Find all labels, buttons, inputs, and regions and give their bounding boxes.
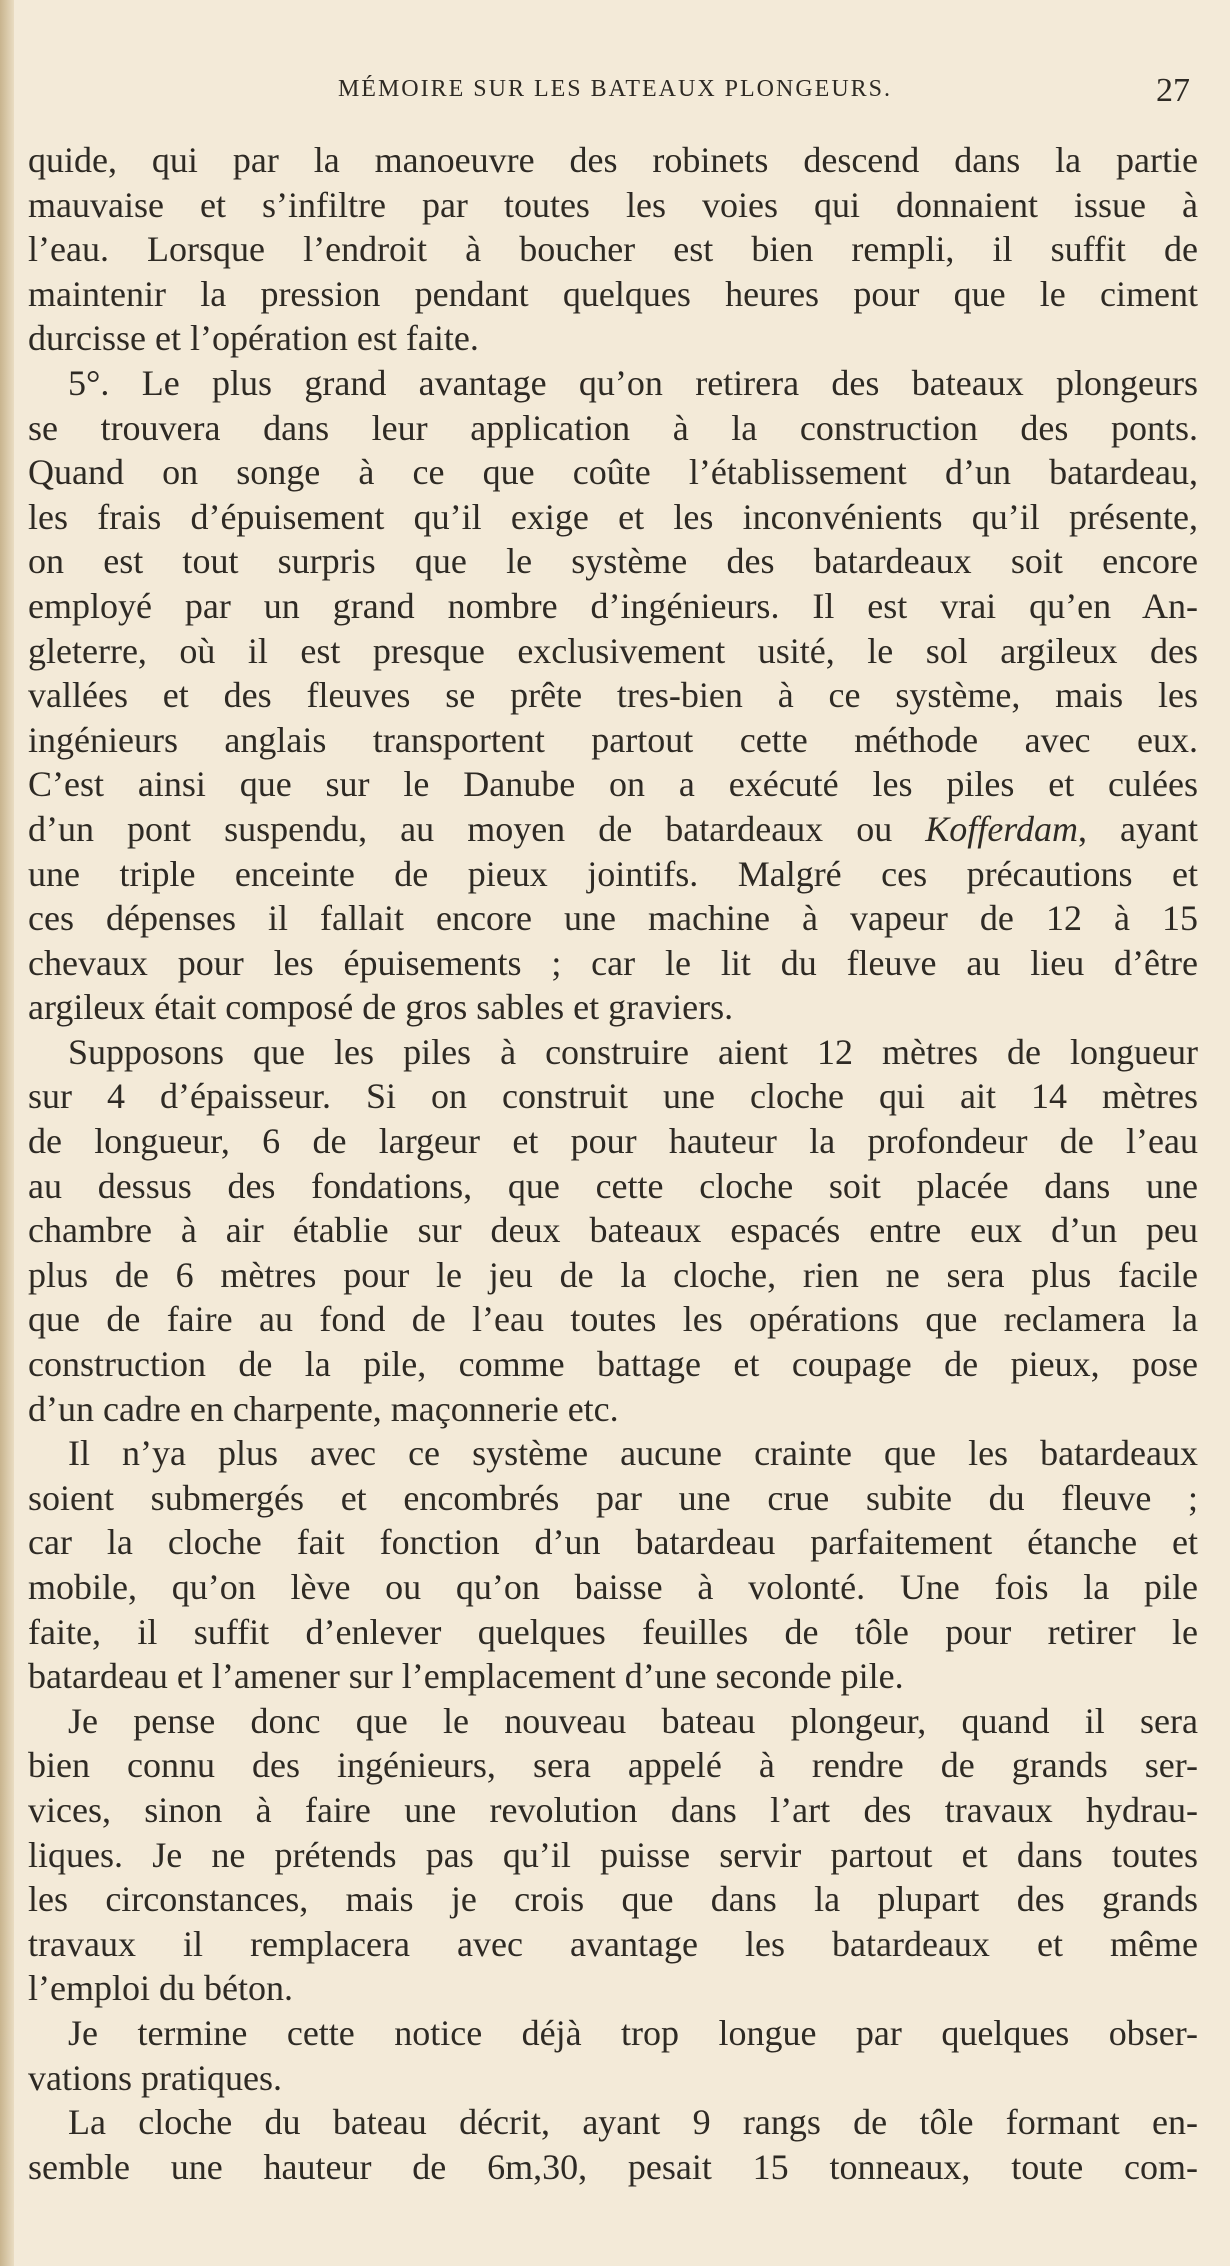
running-title: MÉMOIRE SUR LES BATEAUX PLONGEURS. [337, 76, 893, 102]
text-line: durcisse et l’opération est faite. [28, 318, 479, 359]
text-line: car la cloche fait fonction d’un batardeau parfaitement étanche et [28, 1522, 1198, 1563]
text-line: Quand on songe à ce que coûte l’établissement d’un batardeau, [28, 452, 1198, 493]
text-line: une triple enceinte de pieux jointifs. Malgré ces précautions et [28, 853, 1198, 894]
text-line: on est tout surpris que le système des batardeaux soit encore [28, 541, 1198, 582]
page-number: 27 [1156, 72, 1190, 109]
text-line: construction de la pile, comme battage et coupage de pieux, pose [28, 1344, 1198, 1385]
text-line: bien connu des ingénieurs, sera appelé à rendre de grands ser- [28, 1745, 1198, 1786]
text-line: ces dépenses il fallait encore une machine à vapeur de 12 à 15 [28, 898, 1198, 939]
text-line: l’emploi du béton. [28, 1968, 293, 2009]
text-line: vations pratiques. [28, 2057, 282, 2098]
text-line: chambre à air établie sur deux bateaux espacés entre eux d’un peu [28, 1210, 1198, 1251]
text-line: faite, il suffit d’enlever quelques feuilles de tôle pour retirer le [28, 1611, 1198, 1652]
text-line: Je termine cette notice déjà trop longue par quelques obser- [68, 2012, 1198, 2053]
text-line: les frais d’épuisement qu’il exige et les inconvénients qu’il présente, [28, 496, 1198, 537]
text-line: d’un cadre en charpente, maçonnerie etc. [28, 1388, 619, 1429]
text-line: gleterre, où il est presque exclusivement usité, le sol argileux des [28, 630, 1198, 671]
text-line: vallées et des fleuves se prête tres-bien à ce système, mais les [28, 675, 1198, 716]
text-line-with-italic [28, 807, 1198, 852]
text-line: batardeau et l’amener sur l’emplacement d’une seconde pile. [28, 1656, 904, 1697]
text-line: les circonstances, mais je crois que dans la plupart des grands [28, 1879, 1198, 1920]
text-line: travaux il remplacera avec avantage les batardeaux et même [28, 1923, 1198, 1964]
text-line: mobile, qu’on lève ou qu’on baisse à volonté. Une fois la pile [28, 1567, 1198, 1607]
text-line: La cloche du bateau décrit, ayant 9 rangs de tôle formant en- [68, 2102, 1198, 2143]
text-line-end: , ayant [1077, 808, 1198, 849]
text-line: Il n’ya plus avec ce système aucune crainte que les batardeaux [68, 1433, 1198, 1474]
text-line: Supposons que les piles à construire aient 12 mètres de longueur [68, 1031, 1198, 1072]
text-line: mauvaise et s’infiltre par toutes les voies qui donnaient issue à [28, 184, 1198, 225]
text-line: l’eau. Lorsque l’endroit à boucher est bien rempli, il suffit de [28, 229, 1198, 270]
text-line: Je pense donc que le nouveau bateau plongeur, quand il sera [68, 1700, 1198, 1741]
text-line: liques. Je ne prétends pas qu’il puisse servir partout et dans toutes [28, 1834, 1198, 1875]
text-line: chevaux pour les épuisements ; car le lit du fleuve au lieu d’être [28, 942, 1198, 983]
text-line-start: d’un pont suspendu, au moyen de batardeaux ou [28, 808, 926, 849]
text-line: soient submergés et encombrés par une crue subite du fleuve ; [28, 1477, 1198, 1518]
text-line: employé par un grand nombre d’ingénieurs. Il est vrai qu’en An- [28, 585, 1198, 626]
text-line: ingénieurs anglais transportent partout cette méthode avec eux. [28, 719, 1198, 760]
text-line: quide, qui par la manoeuvre des robinets descend dans la partie [28, 140, 1198, 180]
text-line: se trouvera dans leur application à la construction des ponts. [28, 407, 1198, 448]
text-line: plus de 6 mètres pour le jeu de la cloche, rien ne sera plus facile [28, 1254, 1198, 1295]
text-line: sur 4 d’épaisseur. Si on construit une cloche qui ait 14 mètres [28, 1076, 1198, 1117]
text-line: C’est ainsi que sur le Danube on a exécuté les piles et culées [28, 764, 1198, 805]
text-line: de longueur, 6 de largeur et pour hauteur la profondeur de l’eau [28, 1121, 1198, 1162]
text-line: que de faire au fond de l’eau toutes les opérations que reclamera la [28, 1299, 1198, 1340]
text-line: 5°. Le plus grand avantage qu’on retirera des bateaux plongeurs [68, 362, 1198, 403]
italic-word: Kofferdam [925, 808, 1078, 849]
text-line: vices, sinon à faire une revolution dans l’art des travaux hydrau- [28, 1789, 1198, 1830]
page-header [0, 72, 1230, 112]
text-line: au dessus des fondations, que cette cloche soit placée dans une [28, 1165, 1198, 1206]
text-line: semble une hauteur de 6m,30, pesait 15 tonneaux, toute com- [28, 2146, 1198, 2187]
text-line: maintenir la pression pendant quelques heures pour que le ciment [28, 273, 1198, 314]
body-text [28, 138, 1198, 2189]
text-line: argileux était composé de gros sables et graviers. [28, 987, 734, 1028]
page-binding-edge [0, 0, 14, 2266]
